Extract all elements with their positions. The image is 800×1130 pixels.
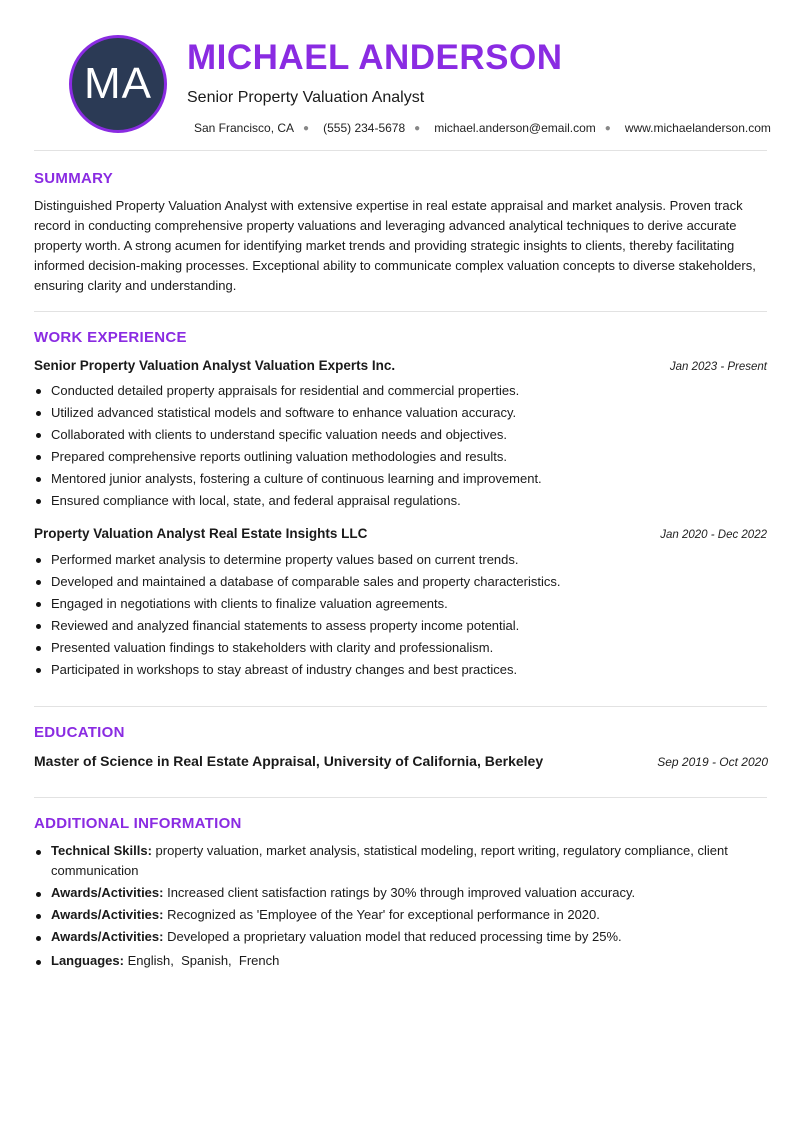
candidate-title: Senior Property Valuation Analyst (187, 89, 425, 106)
education-date: Sep 2019 - Oct 2020 (657, 755, 768, 769)
info-label: Awards/Activities: (51, 907, 164, 922)
job-bullets (34, 380, 786, 512)
education-entry (34, 753, 768, 769)
list-item (51, 927, 786, 947)
list-item (51, 905, 786, 925)
list-item: Prepared comprehensive reports outlining valuation methodologies and results. (51, 446, 786, 468)
info-text: Developed a proprietary valuation model that reduced processing time by 25%. (167, 929, 622, 944)
summary-heading: SUMMARY (34, 170, 114, 187)
separator-dot-icon: ● (414, 122, 421, 134)
list-item: Collaborated with clients to understand specific valuation needs and objectives. (51, 424, 786, 446)
education-heading: EDUCATION (34, 724, 125, 741)
contact-line (194, 121, 771, 135)
list-item: Utilized advanced statistical models and software to enhance valuation accuracy. (51, 402, 786, 424)
education-degree: Master of Science in Real Estate Appraisal, University of California, Berkeley (34, 753, 544, 769)
list-item (51, 841, 786, 881)
info-text: English, Spanish, French (127, 953, 280, 968)
resume-header (34, 0, 771, 150)
list-item: Engaged in negotiations with clients to finalize valuation agreements. (51, 593, 786, 615)
list-item: Developed and maintained a database of comparable sales and property characteristics. (51, 571, 786, 593)
additional-heading: ADDITIONAL INFORMATION (34, 815, 242, 832)
list-item: Reviewed and analyzed financial statements to assess property income potential. (51, 615, 786, 637)
info-label: Technical Skills: (51, 843, 152, 858)
experience-heading: WORK EXPERIENCE (34, 329, 187, 346)
job-date: Jan 2023 - Present (669, 361, 767, 373)
candidate-name: MICHAEL ANDERSON (187, 38, 563, 77)
info-label: Awards/Activities: (51, 929, 164, 944)
section-divider (34, 797, 767, 798)
list-item: Performed market analysis to determine property values based on current trends. (51, 549, 786, 571)
section-divider (34, 150, 767, 151)
summary-text: Distinguished Property Valuation Analyst with extensive expertise in real estate appraisal and market analysis. Proven track record in conducting comprehensive property valuations and leveraging advanced analytical techniques to derive accurate property worth. A strong acumen for identifying market trends and providing strategic insights to clients, thereby facilitating informed decision-making processes. Exceptional ability to communicate complex valuation concepts to diverse stakeholders, ensuring clarity and understanding. (34, 198, 756, 293)
info-text: Increased client satisfaction ratings by 30% through improved valuation accuracy. (167, 885, 636, 900)
job-bullets (34, 549, 786, 681)
contact-location: San Francisco, CA (194, 121, 295, 135)
additional-list (34, 841, 786, 973)
list-item (51, 883, 786, 903)
separator-dot-icon: ● (604, 122, 611, 134)
avatar (69, 35, 167, 133)
contact-email[interactable]: michael.anderson@email.com (434, 121, 596, 135)
list-item: Ensured compliance with local, state, and federal appraisal regulations. (51, 490, 786, 512)
job-date: Jan 2020 - Dec 2022 (660, 529, 767, 541)
list-item: Participated in workshops to stay abreast of industry changes and best practices. (51, 659, 786, 681)
contact-phone[interactable]: (555) 234-5678 (323, 121, 406, 135)
list-item: Conducted detailed property appraisals for residential and commercial properties. (51, 380, 786, 402)
job-role: Property Valuation Analyst Real Estate Insights LLC (34, 526, 368, 541)
avatar-initials: MA (84, 59, 152, 108)
job-header (34, 526, 767, 541)
info-label: Awards/Activities: (51, 885, 164, 900)
info-label: Languages: (51, 953, 124, 968)
section-divider (34, 311, 767, 312)
job-header (34, 358, 767, 373)
list-item: Mentored junior analysts, fostering a culture of continuous learning and improvement. (51, 468, 786, 490)
list-item: Presented valuation findings to stakeholders with clarity and professionalism. (51, 637, 786, 659)
info-text: Recognized as 'Employee of the Year' for exceptional performance in 2020. (167, 907, 600, 922)
list-item (51, 951, 786, 971)
job-role: Senior Property Valuation Analyst Valuation Experts Inc. (34, 358, 396, 373)
info-text: property valuation, market analysis, statistical modeling, report writing, regulatory compliance, client communication (51, 843, 728, 878)
section-divider (34, 706, 767, 707)
separator-dot-icon: ● (303, 122, 310, 134)
contact-website[interactable]: www.michaelanderson.com (624, 121, 771, 135)
